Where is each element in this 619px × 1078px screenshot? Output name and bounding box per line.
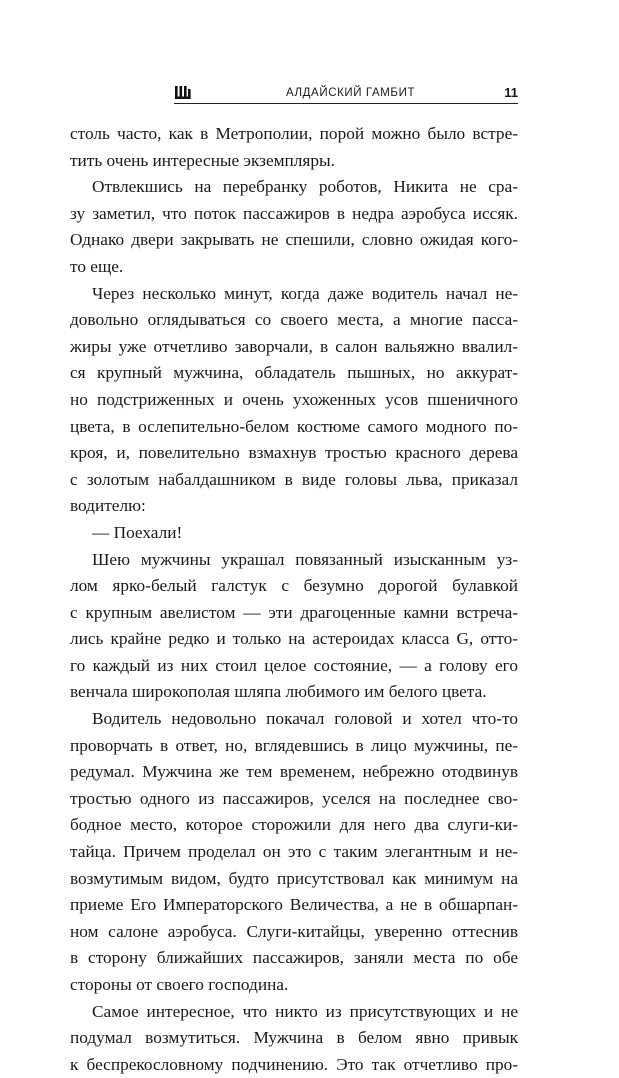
- running-header: [126, 86, 518, 102]
- text-line: проворчать в ответ, но, вглядевшись в лицо мужчины, пе-: [70, 735, 518, 755]
- text-line: тить очень интересные экземпляры.: [70, 150, 335, 170]
- header-rule: [174, 103, 518, 104]
- text-line: тайца. Причем проделал он это с таким элегантным и не-: [70, 842, 518, 862]
- text-line: ном салоне аэробуса. Слуги-китайцы, уверенно оттеснив: [70, 921, 518, 941]
- text-line: кроя, и, повелительно взмахнув тростью красного дерева: [70, 443, 518, 463]
- text-line: столь часто, как в Метрополии, порой можно было встре-: [70, 124, 518, 143]
- text-line: в сторону ближайших пассажиров, заняли места по обе: [70, 948, 518, 968]
- text-line: приеме Его Императорского Величества, а не в обшарпан-: [70, 895, 518, 915]
- text-line: го каждый из них стоил целое состояние, — а голову его: [70, 655, 518, 675]
- text-line: Самое интересное, что никто из присутствующих и не: [92, 1001, 518, 1021]
- text-line: венчала широкополая шляпа любимого им белого цвета.: [70, 682, 487, 702]
- text-line: редумал. Мужчина же тем временем, небрежно отодвинув: [70, 762, 518, 782]
- text-line: Отвлекшись на перебранку роботов, Никита не сра-: [92, 177, 518, 197]
- text-line: тростью одного из пассажиров, уселся на последнее сво-: [70, 788, 518, 808]
- text-line: лись крайне редко и только на астероидах класса G, отто-: [70, 629, 518, 649]
- text-line: лом ярко-белый галстук с безумно дорогой булавкой: [70, 576, 518, 596]
- text-line: водителю:: [70, 496, 146, 516]
- text-line: цвета, в ослепительно-белом костюме самого модного по-: [70, 416, 518, 436]
- body-text: [70, 121, 518, 1078]
- text-line: Шею мужчины украшал повязанный изысканным уз-: [92, 549, 518, 569]
- text-line: зу заметил, что поток пассажиров в недра аэробуса иссяк.: [70, 203, 518, 223]
- text-line: подумал возмутиться. Мужчина в белом явно привык: [70, 1028, 518, 1048]
- page-number: 11: [504, 85, 518, 100]
- text-line: — Поехали!: [92, 522, 183, 542]
- text-line: стороны от своего господина.: [70, 975, 289, 994]
- text-line: то еще.: [70, 256, 124, 276]
- text-line: бодное место, которое сторожили для него два слуги-ки-: [70, 815, 518, 835]
- text-line: ся крупный мужчина, обладатель пышных, но аккурат-: [70, 363, 518, 383]
- text-line: возмутимым видом, будто присутствовал как минимум на: [70, 868, 518, 888]
- text-line: Через несколько минут, когда даже водитель начал не-: [92, 283, 518, 303]
- text-line: к беспрекословному подчинению. Это так отчетливо про-: [70, 1054, 518, 1074]
- text-line: с золотым набалдашником в виде головы льва, приказал: [70, 469, 518, 489]
- text-line: Водитель недовольно покачал головой и хотел что-то: [92, 709, 518, 729]
- text-line: Однако двери закрывать не спешили, словно ожидая кого-: [70, 230, 518, 250]
- text-line: довольно оглядываться со своего места, а многие пасса-: [70, 310, 518, 330]
- text-line: но подстриженных и очень ухоженных усов пшеничного: [70, 389, 518, 409]
- text-line: с крупным авелистом — эти драгоценные камни встреча-: [70, 602, 518, 622]
- publisher-logo-icon: [174, 85, 194, 101]
- running-title: АЛДАЙСКИЙ ГАМБИТ: [286, 87, 416, 99]
- text-line: жиры уже отчетливо заворчали, в салон вальяжно ввалил-: [70, 336, 518, 356]
